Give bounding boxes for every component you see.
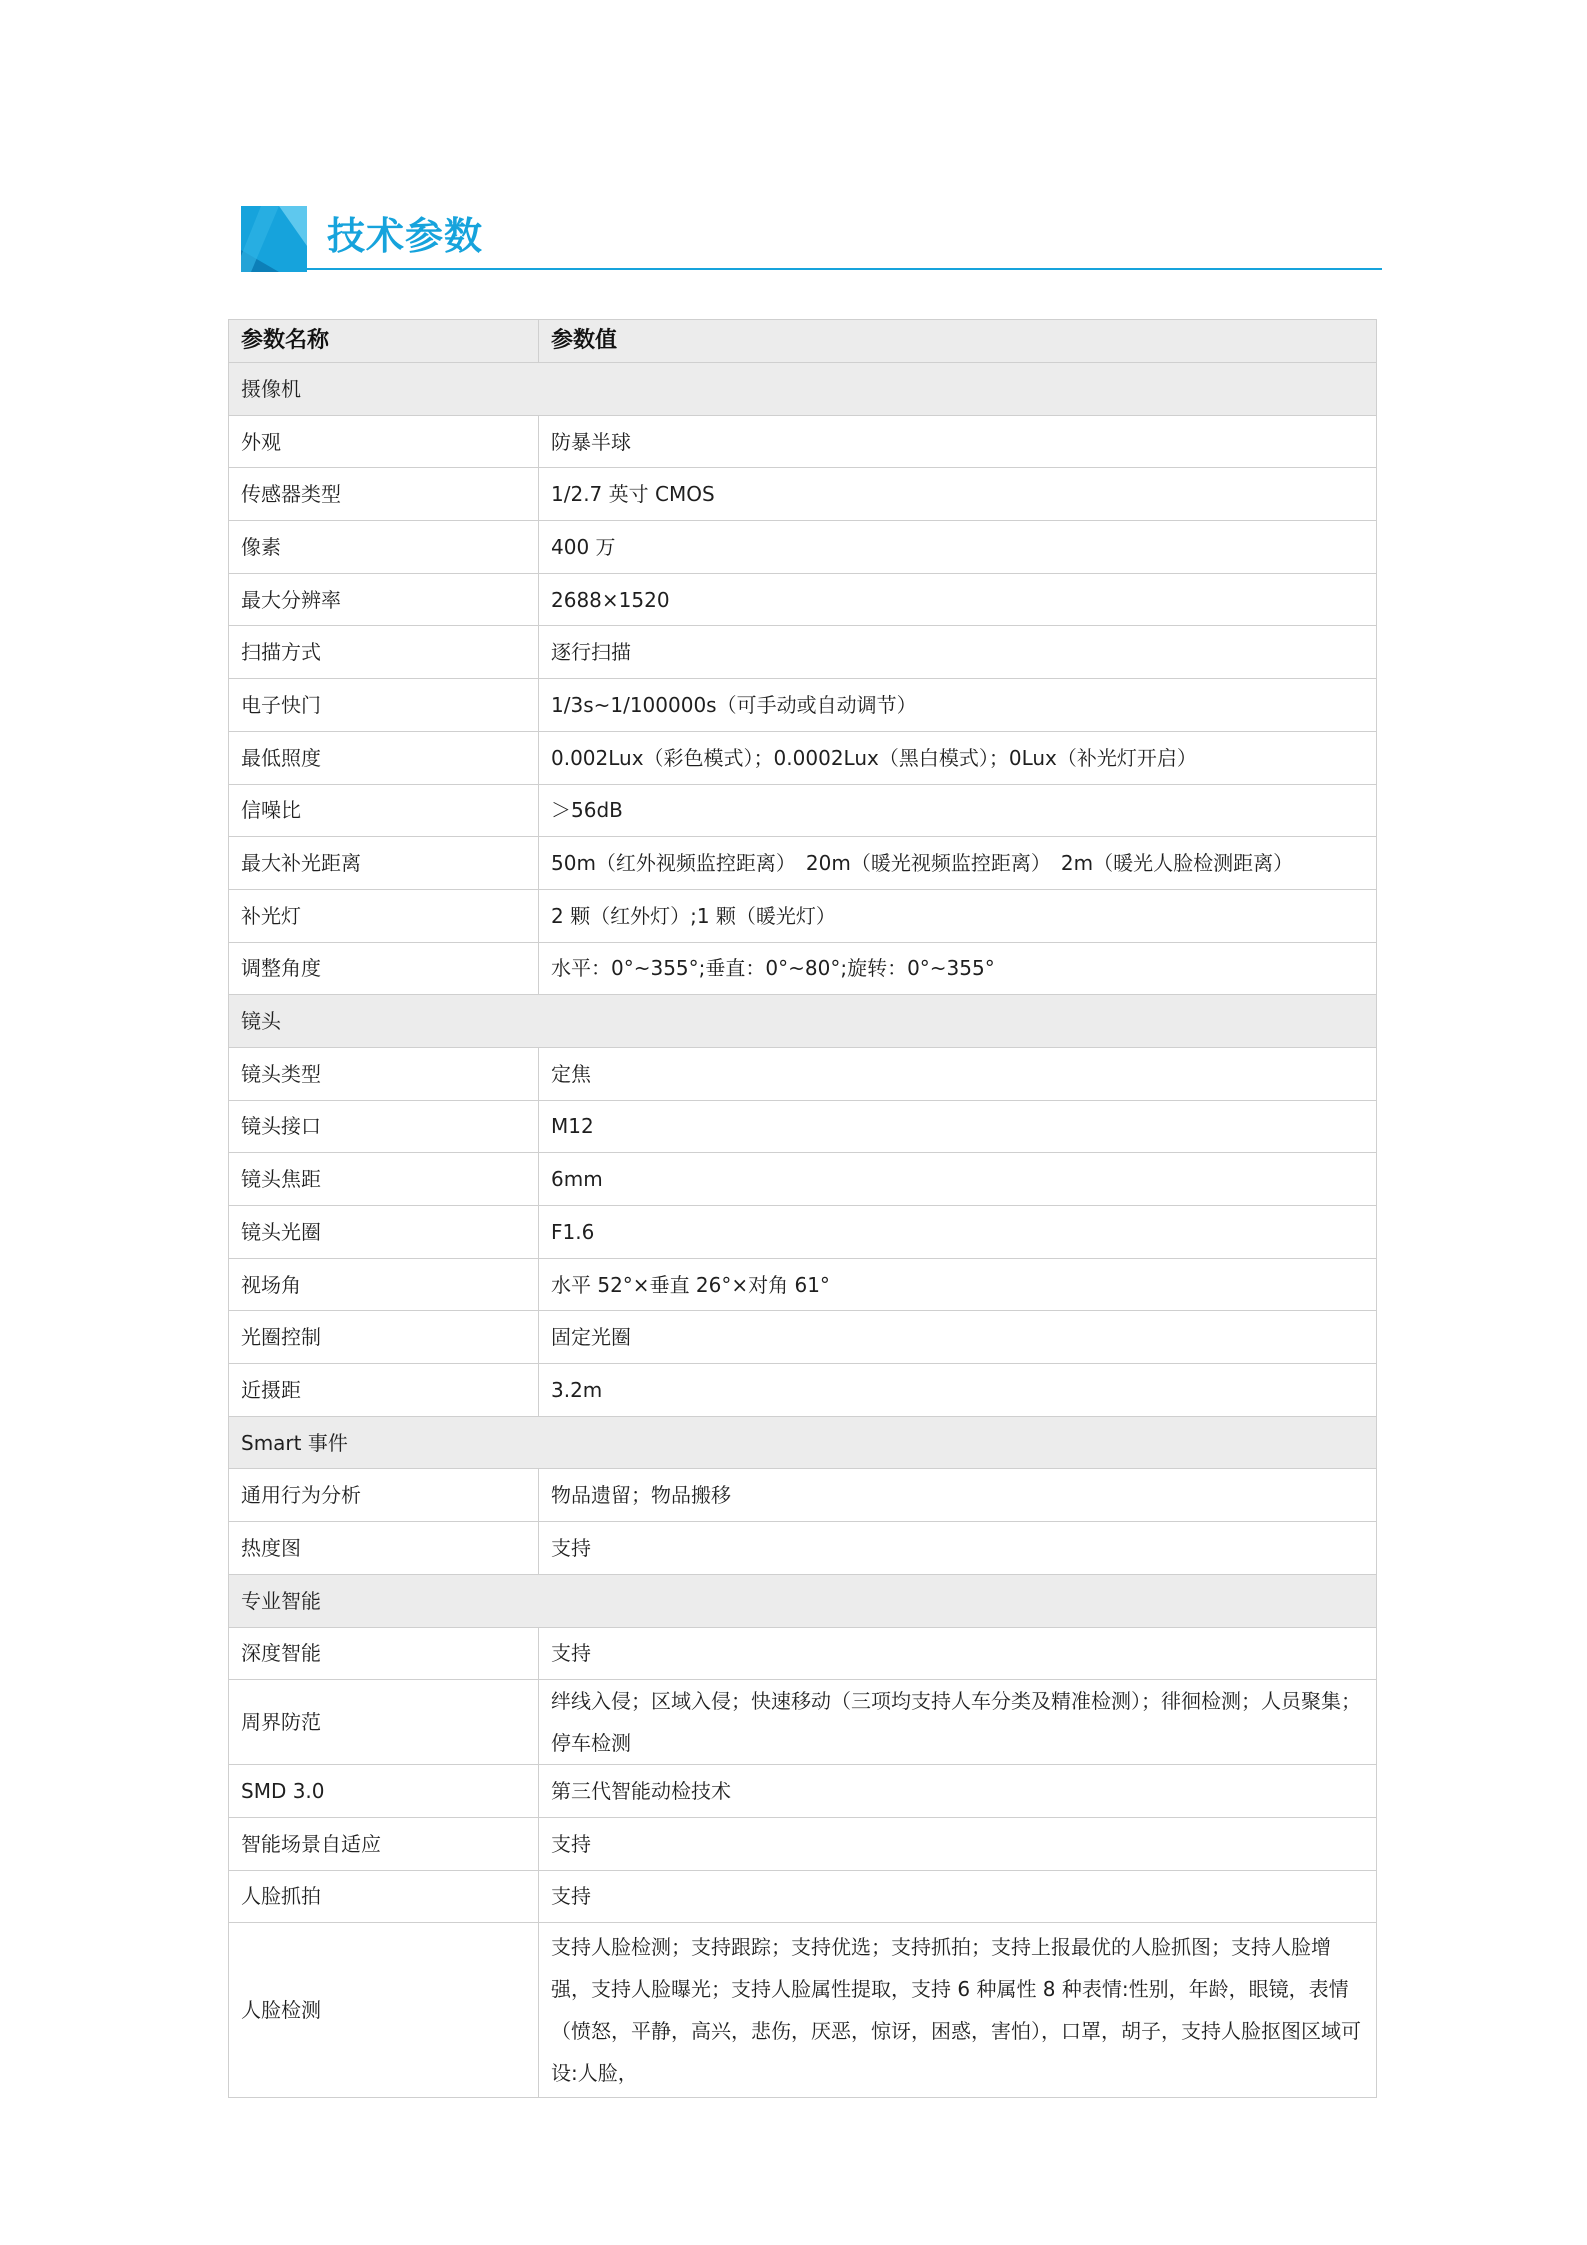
- column-header-name: 参数名称: [229, 320, 539, 363]
- param-value: 水平：0°~355°;垂直：0°~80°;旋转：0°~355°: [539, 942, 1377, 995]
- param-value: 400 万: [539, 521, 1377, 574]
- table-row: [229, 1923, 1377, 2098]
- table-row: [229, 1206, 1377, 1259]
- table-row: [229, 1364, 1377, 1417]
- param-name: 深度智能: [229, 1627, 539, 1680]
- group-title: 摄像机: [229, 363, 1377, 416]
- param-name: 近摄距: [229, 1364, 539, 1417]
- table-row: [229, 1627, 1377, 1680]
- param-value: F1.6: [539, 1206, 1377, 1259]
- table-row: [229, 1817, 1377, 1870]
- param-value: 逐行扫描: [539, 626, 1377, 679]
- group-title: 专业智能: [229, 1574, 1377, 1627]
- param-name: 外观: [229, 415, 539, 468]
- spec-table: [228, 319, 1377, 2098]
- table-group-row: [229, 363, 1377, 416]
- param-value: 1/2.7 英寸 CMOS: [539, 468, 1377, 521]
- param-value: 第三代智能动检技术: [539, 1765, 1377, 1818]
- table-row: [229, 1100, 1377, 1153]
- section-header: [241, 206, 1382, 272]
- param-name: 最低照度: [229, 731, 539, 784]
- param-value: 支持: [539, 1627, 1377, 1680]
- table-row: [229, 784, 1377, 837]
- param-name: 补光灯: [229, 889, 539, 942]
- table-group-row: [229, 995, 1377, 1048]
- param-name: 电子快门: [229, 679, 539, 732]
- group-title: 镜头: [229, 995, 1377, 1048]
- param-name: 镜头接口: [229, 1100, 539, 1153]
- param-value: 绊线入侵；区域入侵；快速移动（三项均支持人车分类及精准检测）；徘徊检测；人员聚集；停车检测: [539, 1680, 1377, 1765]
- param-value: 支持: [539, 1817, 1377, 1870]
- table-row: [229, 889, 1377, 942]
- table-row: [229, 1311, 1377, 1364]
- param-value: 固定光圈: [539, 1311, 1377, 1364]
- param-name: 通用行为分析: [229, 1469, 539, 1522]
- table-row: [229, 573, 1377, 626]
- param-value: 2688×1520: [539, 573, 1377, 626]
- param-name: 镜头类型: [229, 1047, 539, 1100]
- table-row: [229, 1765, 1377, 1818]
- table-row: [229, 521, 1377, 574]
- param-name: 调整角度: [229, 942, 539, 995]
- param-name: 光圈控制: [229, 1311, 539, 1364]
- param-value: 支持人脸检测；支持跟踪；支持优选；支持抓拍；支持上报最优的人脸抓图；支持人脸增强，支持人脸曝光；支持人脸属性提取，支持 6 种属性 8 种表情:性别，年龄，眼镜，表情（愤怒，平静，高兴，悲伤，厌恶，惊讶，困惑，害怕），口罩，胡子，支持人脸抠图区域可设:人脸，: [539, 1923, 1377, 2098]
- section-title: 技术参数: [327, 214, 484, 258]
- param-name: 镜头光圈: [229, 1206, 539, 1259]
- param-name: 镜头焦距: [229, 1153, 539, 1206]
- column-header-value: 参数值: [539, 320, 1377, 363]
- param-name: 扫描方式: [229, 626, 539, 679]
- param-name: 智能场景自适应: [229, 1817, 539, 1870]
- param-value: 6mm: [539, 1153, 1377, 1206]
- table-row: [229, 1870, 1377, 1923]
- group-title: Smart 事件: [229, 1416, 1377, 1469]
- table-row: [229, 679, 1377, 732]
- table-row: [229, 942, 1377, 995]
- table-group-row: [229, 1416, 1377, 1469]
- table-row: [229, 626, 1377, 679]
- table-row: [229, 415, 1377, 468]
- table-row: [229, 1153, 1377, 1206]
- param-name: SMD 3.0: [229, 1765, 539, 1818]
- param-name: 信噪比: [229, 784, 539, 837]
- table-row: [229, 731, 1377, 784]
- param-value: 物品遗留；物品搬移: [539, 1469, 1377, 1522]
- section-logo-icon: [241, 206, 307, 272]
- param-value: 0.002Lux（彩色模式）；0.0002Lux（黑白模式）；0Lux（补光灯开启）: [539, 731, 1377, 784]
- table-row: [229, 1522, 1377, 1575]
- table-row: [229, 837, 1377, 890]
- param-value: 2 颗（红外灯）;1 颗（暖光灯）: [539, 889, 1377, 942]
- table-row: [229, 1469, 1377, 1522]
- param-value: 支持: [539, 1870, 1377, 1923]
- table-row: [229, 468, 1377, 521]
- param-value: 支持: [539, 1522, 1377, 1575]
- table-header-row: [229, 320, 1377, 363]
- param-name: 最大分辨率: [229, 573, 539, 626]
- param-name: 传感器类型: [229, 468, 539, 521]
- param-name: 人脸检测: [229, 1923, 539, 2098]
- table-row: [229, 1680, 1377, 1765]
- param-name: 周界防范: [229, 1680, 539, 1765]
- spec-table-body: [229, 363, 1377, 2098]
- table-row: [229, 1258, 1377, 1311]
- param-value: M12: [539, 1100, 1377, 1153]
- param-name: 最大补光距离: [229, 837, 539, 890]
- table-group-row: [229, 1574, 1377, 1627]
- param-value: 1/3s~1/100000s（可手动或自动调节）: [539, 679, 1377, 732]
- param-value: 定焦: [539, 1047, 1377, 1100]
- param-value: 防暴半球: [539, 415, 1377, 468]
- section-divider: [307, 268, 1382, 270]
- param-value: 水平 52°×垂直 26°×对角 61°: [539, 1258, 1377, 1311]
- param-name: 视场角: [229, 1258, 539, 1311]
- param-value: 50m（红外视频监控距离） 20m（暖光视频监控距离） 2m（暖光人脸检测距离）: [539, 837, 1377, 890]
- param-name: 热度图: [229, 1522, 539, 1575]
- param-name: 人脸抓拍: [229, 1870, 539, 1923]
- param-value: 3.2m: [539, 1364, 1377, 1417]
- param-value: ＞56dB: [539, 784, 1377, 837]
- param-name: 像素: [229, 521, 539, 574]
- table-row: [229, 1047, 1377, 1100]
